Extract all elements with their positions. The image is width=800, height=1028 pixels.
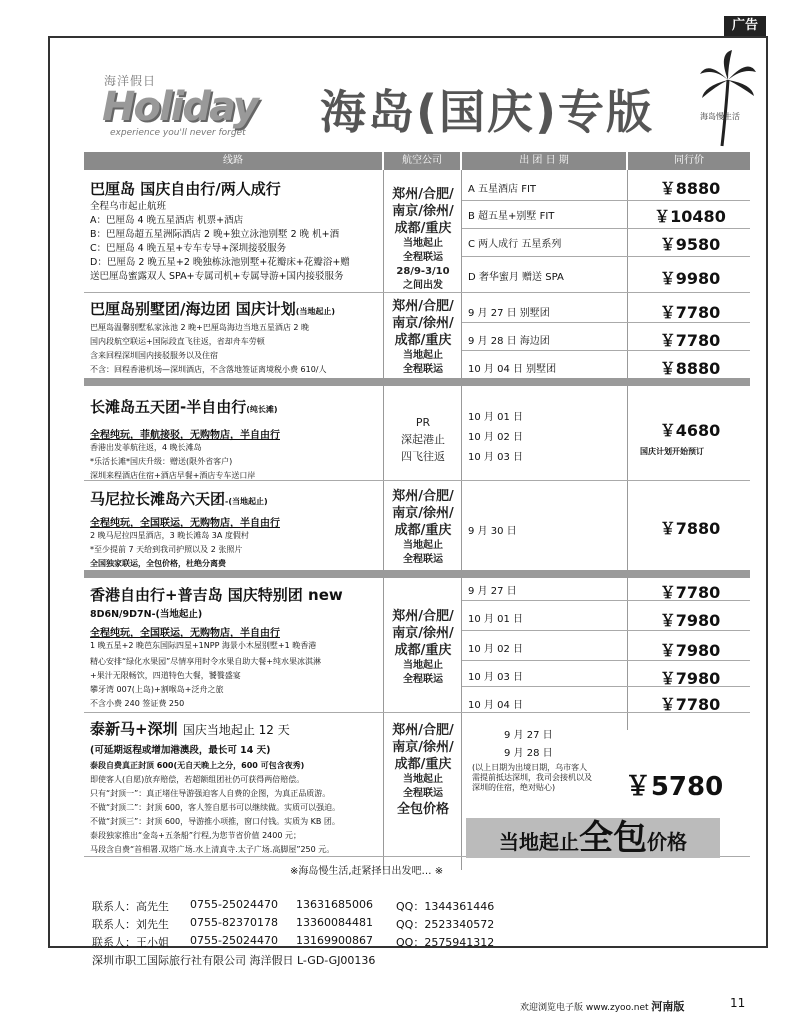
divider: [84, 292, 750, 293]
divider: [462, 686, 750, 687]
divider: [462, 660, 750, 661]
divider: [462, 200, 750, 201]
phuket-date: 10 月 02 日: [468, 644, 523, 655]
manila-line: *至少提前 7 天给到我司护照以及 2 张照片: [90, 545, 243, 554]
contact-qq: QQ：1344361446: [396, 900, 495, 913]
bali-line: 送巴厘岛蜜露双人 SPA+专属司机+专属导游+国内接驳服务: [90, 271, 344, 282]
changtan-line: *乐活长滩*国庆升级：赠送(限外省客户): [90, 457, 233, 466]
villa-option: 9 月 28 日 海边团: [468, 336, 550, 347]
header-dates: 出 团 日 期: [462, 152, 626, 170]
manila-line: 2 晚马尼拉四星酒店，3 晚长滩岛 3A 度假村: [90, 531, 249, 540]
divider: [462, 322, 750, 323]
bali-airline: 郑州/合肥/ 南京/徐州/ 成都/重庆 当地起止 全程联运 28/9-3/10 之间出发: [392, 187, 454, 291]
col-divider: [627, 170, 628, 730]
bali-option: A 五星酒店 FIT: [468, 184, 537, 195]
villa-line: 巴厘岛温馨别墅私家泳池 2 晚+巴厘岛海边当地五星酒店 2 晚: [90, 323, 310, 332]
page-number: 11: [730, 996, 746, 1010]
manila-title: 马尼拉长滩岛六天团-(当地起止): [90, 490, 268, 508]
villa-line: 含来回程深圳国内接驳服务以及住宿: [90, 351, 218, 360]
changtan-airline: PR 深起港止 四飞往返: [401, 416, 445, 463]
tsm-line: 泰段自费真正封顶 600(无自天晚上之分，600 可包含夜秀): [90, 761, 305, 770]
bali-price: ￥9980: [659, 269, 721, 288]
phuket-line: 1 晚五星+2 晚芭东国际四星+1NPP 海景小木屋别墅+1 晚香港: [90, 641, 317, 650]
footer-note: ※海岛慢生活,赶紧择日出发吧… ※: [290, 866, 444, 877]
bali-title: 巴厘岛 国庆自由行/两人成行: [90, 180, 281, 198]
phuket-sub: 8D6N/9D7N-(当地起止): [90, 609, 203, 620]
villa-airline: 郑州/合肥/ 南京/徐州/ 成都/重庆 当地起止 全程联运: [392, 299, 454, 375]
bali-option: B 超五星+别墅 FIT: [468, 211, 555, 222]
phuket-date: 10 月 01 日: [468, 614, 523, 625]
changtan-title: 长滩岛五天团-半自由行(纯长滩): [90, 398, 278, 416]
side-brand: 海岛慢生活: [700, 112, 740, 121]
phuket-airline: 郑州/合肥/ 南京/徐州/ 成都/重庆 当地起止 全程联运: [392, 609, 454, 685]
divider: [462, 630, 750, 631]
section-separator: [84, 570, 750, 578]
bali-price: ￥10480: [654, 207, 726, 226]
bali-line: D：巴厘岛 2 晚五星+2 晚独栋泳池别墅+花瓣床+花瓣浴+赠: [90, 257, 350, 268]
phuket-price: ￥7780: [659, 583, 721, 602]
changtan-line: 香港出发菲航往返，4 晚长滩岛: [90, 443, 202, 452]
phuket-line: 不含小费 240 签证费 250: [90, 699, 185, 708]
tsm-line: 泰段独家推出“金岛+五条船”行程,为您节省价值 2400 元；: [90, 831, 301, 840]
changtan-date: 10 月 01 日: [468, 412, 523, 423]
phuket-price: ￥7980: [659, 611, 721, 630]
tsm-line: 马段含自费“首相署.双塔广场.水上清真寺.太子广场.高脚屋”250 元。: [90, 845, 335, 854]
logo-tagline: experience you'll never forget: [110, 128, 246, 138]
phuket-date: 10 月 03 日: [468, 672, 523, 683]
manila-line: 全程纯玩，全国联运，无购物店，半自由行: [90, 518, 280, 529]
company-info: 深圳市职工国际旅行社有限公司 海洋假日 L-GD-GJ00136: [92, 954, 376, 967]
tsm-price: ￥5780: [624, 772, 724, 802]
logo-holiday: Holiday: [102, 84, 257, 130]
phuket-line: +果汁无限畅饮，四道特色大餐，饕餮盛宴: [90, 671, 241, 680]
contact-tel: 0755-25024470: [190, 898, 278, 911]
palm-tree-icon: [698, 50, 758, 150]
logo-cn: 海洋假日: [104, 74, 157, 88]
villa-line: 不含：回程香港机场—深圳酒店，不含落地签证离境税小费 610/人: [90, 365, 327, 374]
divider: [462, 256, 750, 257]
divider: [462, 600, 750, 601]
villa-line: 国内段航空联运+国际段直飞往返，省却舟车劳顿: [90, 337, 265, 346]
contact-mobile: 13169900867: [296, 934, 373, 947]
divider: [84, 480, 750, 481]
changtan-price: ￥4680: [659, 421, 721, 440]
bali-line: C：巴厘岛 4 晚五星+专车专导+深圳接驳服务: [90, 243, 287, 254]
tsm-airline: 郑州/合肥/ 南京/徐州/ 成都/重庆 当地起止 全程联运 全包价格: [392, 723, 454, 817]
phuket-line: 攀牙湾 007(上岛)+割喉岛+泛舟之旅: [90, 685, 224, 694]
bali-line: B：巴厘岛超五星洲际酒店 2 晚+独立泳池别墅 2 晚 机+酒: [90, 229, 340, 240]
changtan-price-note: 国庆计划开始预订: [640, 447, 704, 456]
villa-option: 9 月 27 日 别墅团: [468, 308, 550, 319]
contact-mobile: 13360084481: [296, 916, 373, 929]
tsm-title: 泰新马+深圳 国庆当地起止 12 天: [90, 720, 290, 738]
villa-price: ￥7780: [659, 331, 721, 350]
phuket-date: 10 月 04 日: [468, 700, 523, 711]
divider: [84, 712, 750, 713]
bali-price: ￥8880: [659, 179, 721, 198]
changtan-date: 10 月 03 日: [468, 452, 523, 463]
phuket-line: 精心安排“绿化水果园”尽情享用时令水果自助大餐+纯水果冰淇淋: [90, 657, 321, 666]
manila-price: ￥7880: [659, 519, 721, 538]
contact-name: 联系人：高先生: [92, 900, 169, 913]
tsm-line: 只有“封顶一”：真正堵住导游强迫客人自费的企图，为真正品质游。: [90, 789, 331, 798]
tsm-line: 即使客人(自愿)放弃赔偿，若超额组团社仍可获得两倍赔偿。: [90, 775, 305, 784]
header-airline: 航空公司: [384, 152, 460, 170]
contact-tel: 0755-25024470: [190, 934, 278, 947]
contact-mobile: 13631685006: [296, 898, 373, 911]
villa-title: 巴厘岛别墅团/海边团 国庆计划(当地起止): [90, 300, 336, 318]
section-separator: [84, 378, 750, 386]
page-title: 海岛(国庆)专版: [320, 85, 655, 139]
contact-name: 联系人：刘先生: [92, 918, 169, 931]
villa-price: ￥7780: [659, 303, 721, 322]
contact-name: 联系人：王小姐: [92, 936, 169, 949]
contact-qq: QQ：2575941312: [396, 936, 495, 949]
bali-line: A：巴厘岛 4 晚五星酒店 机票+酒店: [90, 215, 244, 226]
manila-line: 全国独家联运，全包价格，杜绝分离费: [90, 559, 226, 568]
tsm-date-note: (以上日期为出境日期，乌市客人: [472, 763, 588, 772]
phuket-price: ￥7780: [659, 695, 721, 714]
bali-line: 全程乌市起止航班: [90, 201, 167, 212]
all-inclusive-badge: 当地起止全包价格: [466, 818, 720, 858]
changtan-line: 深圳来程酒店住宿+酒店早餐+酒店专车送口岸: [90, 471, 256, 480]
phuket-date: 9 月 27 日: [468, 586, 517, 597]
ad-tag: 广告: [724, 16, 766, 36]
villa-price: ￥8880: [659, 359, 721, 378]
contact-tel: 0755-82370178: [190, 916, 278, 929]
header-price: 同行价: [628, 152, 750, 170]
tsm-line: 不做“封顶三”：封顶 600，导游推小项推，窗口付钱。实质为 KB 团。: [90, 817, 340, 826]
divider: [462, 228, 750, 229]
phuket-line: 全程纯玩，全国联运，无购物店，半自由行: [90, 628, 280, 639]
changtan-line: 全程纯玩，菲航接驳，无购物店，半自由行: [90, 430, 280, 441]
manila-date: 9 月 30 日: [468, 526, 517, 537]
bottom-bar: 欢迎浏览电子版 www.zyoo.net 河南版: [520, 1000, 685, 1013]
bali-option: D 奢华蜜月 赠送 SPA: [468, 272, 564, 283]
phuket-title: 香港自由行+普吉岛 国庆特别团 new: [90, 586, 343, 604]
manila-airline: 郑州/合肥/ 南京/徐州/ 成都/重庆 当地起止 全程联运: [392, 489, 454, 565]
changtan-date: 10 月 02 日: [468, 432, 523, 443]
bali-option: C 两人成行 五星系列: [468, 239, 562, 250]
villa-option: 10 月 04 日 别墅团: [468, 364, 557, 375]
tsm-line: 不做“封顶二”：封顶 600，客人签自愿书可以继续做。实质可以强迫。: [90, 803, 341, 812]
tsm-date: 9 月 27 日: [504, 730, 553, 741]
contact-qq: QQ：2523340572: [396, 918, 495, 931]
tsm-sub: (可延期返程或增加港澳段，最长可 14 天): [90, 745, 271, 756]
phuket-price: ￥7980: [659, 641, 721, 660]
divider: [462, 350, 750, 351]
bali-price: ￥9580: [659, 235, 721, 254]
tsm-date: 9 月 28 日: [504, 748, 553, 759]
tsm-date-note: 需提前抵达深圳，我司会接机以及: [472, 773, 592, 782]
phuket-price: ￥7980: [659, 669, 721, 688]
header-route: 线路: [84, 152, 382, 170]
tsm-date-note: 深圳的住宿，绝对贴心): [472, 783, 556, 792]
